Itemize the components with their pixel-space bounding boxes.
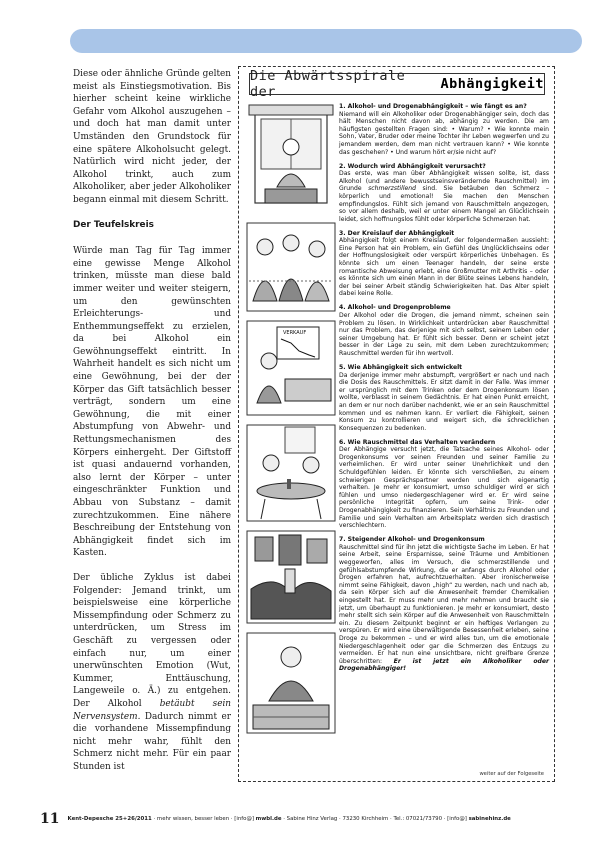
box-title: Die Abwärtsspirale der Abhängigkeit bbox=[250, 68, 544, 100]
illustration-drinking-table bbox=[245, 423, 337, 523]
illustration-column bbox=[245, 103, 337, 743]
section-5: 5. Wie Abhängigkeit sich entwickelt Da derjenige immer mehr abstumpft, vergrößert er nach und nach die Dosis des Rauschmittels. Er sitzt damit in der Falle. Was immer er ursprünglich mit dem Trinken oder dem Drogenkonsum lösen wollte, verblasst in seinem Gedächtnis. Er hat einen Punkt erreicht, an dem er nur noch darüber nachdenkt, wie er an sein Rauschmittel kommen und es nehmen kann. Er verliert die Fähigkeit, seinen Konsum zu kontrollieren und weigert sich, die schrecklichen Konsequenzen zu bedenken. bbox=[339, 363, 549, 432]
box-text-column bbox=[339, 103, 549, 679]
section-7: 7. Steigender Alkohol- und Drogenkonsum Rauschmittel sind für ihn jetzt die wichtigste Sache im Leben. Er hat seine Arbeit, seine Ersparnisse, seine Träume und Ambitionen weggeworfen, alles im Versuch, die schmerzstillende und gefühlsabstumpfende Wirkung, die er anfangs durch Alkohol oder Drogen erfahren hat, aufrechtzuerhalten. Aber ironischerweise nimmt seine Fähigkeit, davon „high“ zu werden, nach und nach ab, da sein Körper sich auf die Anwesenheit fremder Chemikalien eingestellt hat. Er muss mehr und mehr nehmen und braucht sie jetzt, um überhaupt zu funktionieren. Je mehr er konsumiert, desto mehr stellt sich sein Körper auf die Anwesenheit von Rauschmitteln ein. Zu diesem Zeitpunkt beginnt er ein heftiges Verlangen zu verspüren. Er wird eine überwältigende Besessenheit erleben, seine Droge zu bekommen – und er wird alles tun, um die emotionale Niedergeschlagenheit oder gar die Schmerzen des Entzugs zu vermeiden. Er hat nun eine unsichtbare, nicht greifbare Grenze überschritten: Er ist jetzt ein Alkoholiker oder Drogenabhängiger! bbox=[339, 536, 549, 673]
footer-text: Kent-Depesche 25+26/2011 · mehr wissen, besser leben · [info@] mwbl.de · Sabine Hinz Verlag · 73230 Kirchheim · Tel.: 07021/73790 · [info@] sabinehinz.de bbox=[67, 816, 511, 822]
section-4: 4. Alkohol- und Drogenprobleme Der Alkohol oder die Drogen, die jemand nimmt, scheinen sein Problem zu lösen. In Wirklichkeit unterdrücken aber Rauschmittel nur das Problem, das derjenige mit sich selbst, seinem Leben oder seiner Umgebung hat. Er fühlt sich besser. Denn er scheint jetzt besser in der Lage zu sein, mit dem Leben zurechtzukommen; Rauschmittel werden für ihn wertvoll. bbox=[339, 304, 549, 357]
section-2: 2. Wodurch wird Abhängigkeit verursacht? Das erste, was man über Abhängigkeit wissen sollte, ist, dass Alkohol (und andere bewusstseinsverändernde Rauschmittel) im Grunde schmerzstillend sind. Sie betäuben den Schmerz – körperlich und emotional! Sie machen den Menschen empfindungslos. Fühlt sich jemand von Rauschmitteln angezogen, so vor allem deshalb, weil er unter einem Mangel an Glücklichsein leidet, sich hoffnungslos fühlt oder körperliche Schmerzen hat. bbox=[339, 162, 550, 223]
section-6: 6. Wie Rauschmittel das Verhalten verändern Der Abhängige versucht jetzt, die Tatsache seines Alkohol- oder Drogenkonsums vor seinen Freunden und seiner Familie zu verheimlichen. Er wird unter seiner Unehrlichkeit und den Schuldgefühlen leiden. Er könnte sich verschließen, zu einem schwierigen Gesprächspartner werden und sich eigenartig verhalten. Je mehr er konsumiert, umso schuldiger wird er sich fühlen und umso niedergeschlagener wird er. Er wird seine persönliche Integrität opfern, um seine Trink- oder Drogenabhängigkeit zu finanzieren. Sein Verhältnis zu Freunden und Familie und sein Verhalten am Arbeitsplatz werden sich drastisch verschlechtern. bbox=[339, 438, 549, 530]
page-number: 11 bbox=[40, 811, 60, 827]
intro-paragraph: Diese oder ähnliche Gründe gelten meist als Einstiegsmotivation. Bis hierher scheint keine wirkliche Gefahr vom Alkohol auszugehen – und doch hat man damit unter Umständen den Grundstock für eine spätere Alkoholsucht gelegt. Natürlich wird nicht jeder, der Alkohol trinkt, auch zum Alkoholiker, aber jeder Alkoholiker begann einmal mit diesem Schritt. bbox=[73, 69, 231, 205]
left-column bbox=[73, 68, 231, 785]
illustration-office-chart bbox=[245, 319, 337, 417]
info-box bbox=[238, 66, 555, 782]
page-footer bbox=[40, 812, 560, 826]
footer-link-mwbl[interactable]: mwbl.de bbox=[255, 816, 282, 822]
illustration-downfall bbox=[245, 631, 337, 735]
continue-note: weiter auf der Folgeseite bbox=[479, 771, 544, 777]
section-3: 3. Der Kreislauf der Abhängigkeit Abhängigkeit folgt einem Kreislauf, der folgendermaßen aussieht: Eine Person hat ein Problem, ein Gefühl des Unglücklichseins oder der Hoffnungslosigkeit oder verspürt körperliches Unbehagen. Es könnte sich um einen Teenager handeln, der seine erste romantische Abweisung erlebt, eine Großmutter mit Arthritis – oder es könnte sich um einen Mann in der Blüte seines Lebens handeln, der bei seiner Arbeit ständig Schwierigkeiten hat. Das Alter spielt dabei keine Rolle. bbox=[339, 229, 549, 298]
header-banner bbox=[70, 29, 582, 53]
body-paragraph-cycle: Der übliche Zyklus ist dabei Folgender: Jemand trinkt, um beispielsweise eine körperliche Missempfindung oder Schmerz zu unterdrücken, um Stress im Geschäft zu vergessen oder einfach nur, um einer unerwünschten Emotion (Wut, Kummer, Enttäuschung, Langeweile o. Ä.) zu entgehen. Der Alkohol betäubt sein Nervensystem. Dadurch nimmt er die vorhandene Missempfindung nicht mehr wahr, fühlt den Schmerz nicht mehr. Für ein paar Stunden ist bbox=[73, 572, 231, 772]
section-1: 1. Alkohol- und Drogenabhängigkeit – wie fängt es an? Niemand will ein Alkoholiker oder Drogenabhängiger sein, doch das hält Menschen nicht davon ab, abhängig zu werden. Die am häufigsten gestellten Fragen sind: • Warum? • Wie konnte mein Sohn, Vater, Bruder oder meine Tochter ihr Leben wegwerfen und zu jemandem werden, dem man nicht vertrauen kann? • Wie konnte das geschehen? • Und warum hört er/sie nicht auf? bbox=[339, 103, 549, 156]
chart-label: VERKAUF bbox=[283, 330, 307, 336]
section-heading: Der Teufelskreis bbox=[73, 219, 154, 230]
footer-link-sabinehinz[interactable]: sabinehinz.de bbox=[468, 816, 511, 822]
illustration-hands-bottles bbox=[245, 529, 337, 625]
illustration-window-man bbox=[245, 103, 337, 215]
body-paragraph: Würde man Tag für Tag immer eine gewisse Menge Alkohol trinken, müsste man diese bald immer weiter und weiter steigern, um den gewünschten Erleichterungs- und Enthemmungseffekt zu erzielen, da bei Alkohol ein Gewöhnungseffekt eintritt. In Wahrheit handelt es sich nicht um eine Gewöhnung, bei der der Körper das Gift tatsächlich besser verträgt, sondern um eine Gewöhnung, die mit einer Abstumpfung von Abwehr- und Rettungsmechanismen des Körpers einhergeht. Der Giftstoff ist quasi andauernd vorhanden, also lernt der Körper – unter eingeschränkter Funktion und Abbau von Substanz – damit zurechtzukommen. Eine nähere Beschreibung der Entstehung von Abhängigkeit findet sich im Kasten. bbox=[73, 246, 231, 559]
illustration-crowd-pain bbox=[245, 221, 337, 313]
